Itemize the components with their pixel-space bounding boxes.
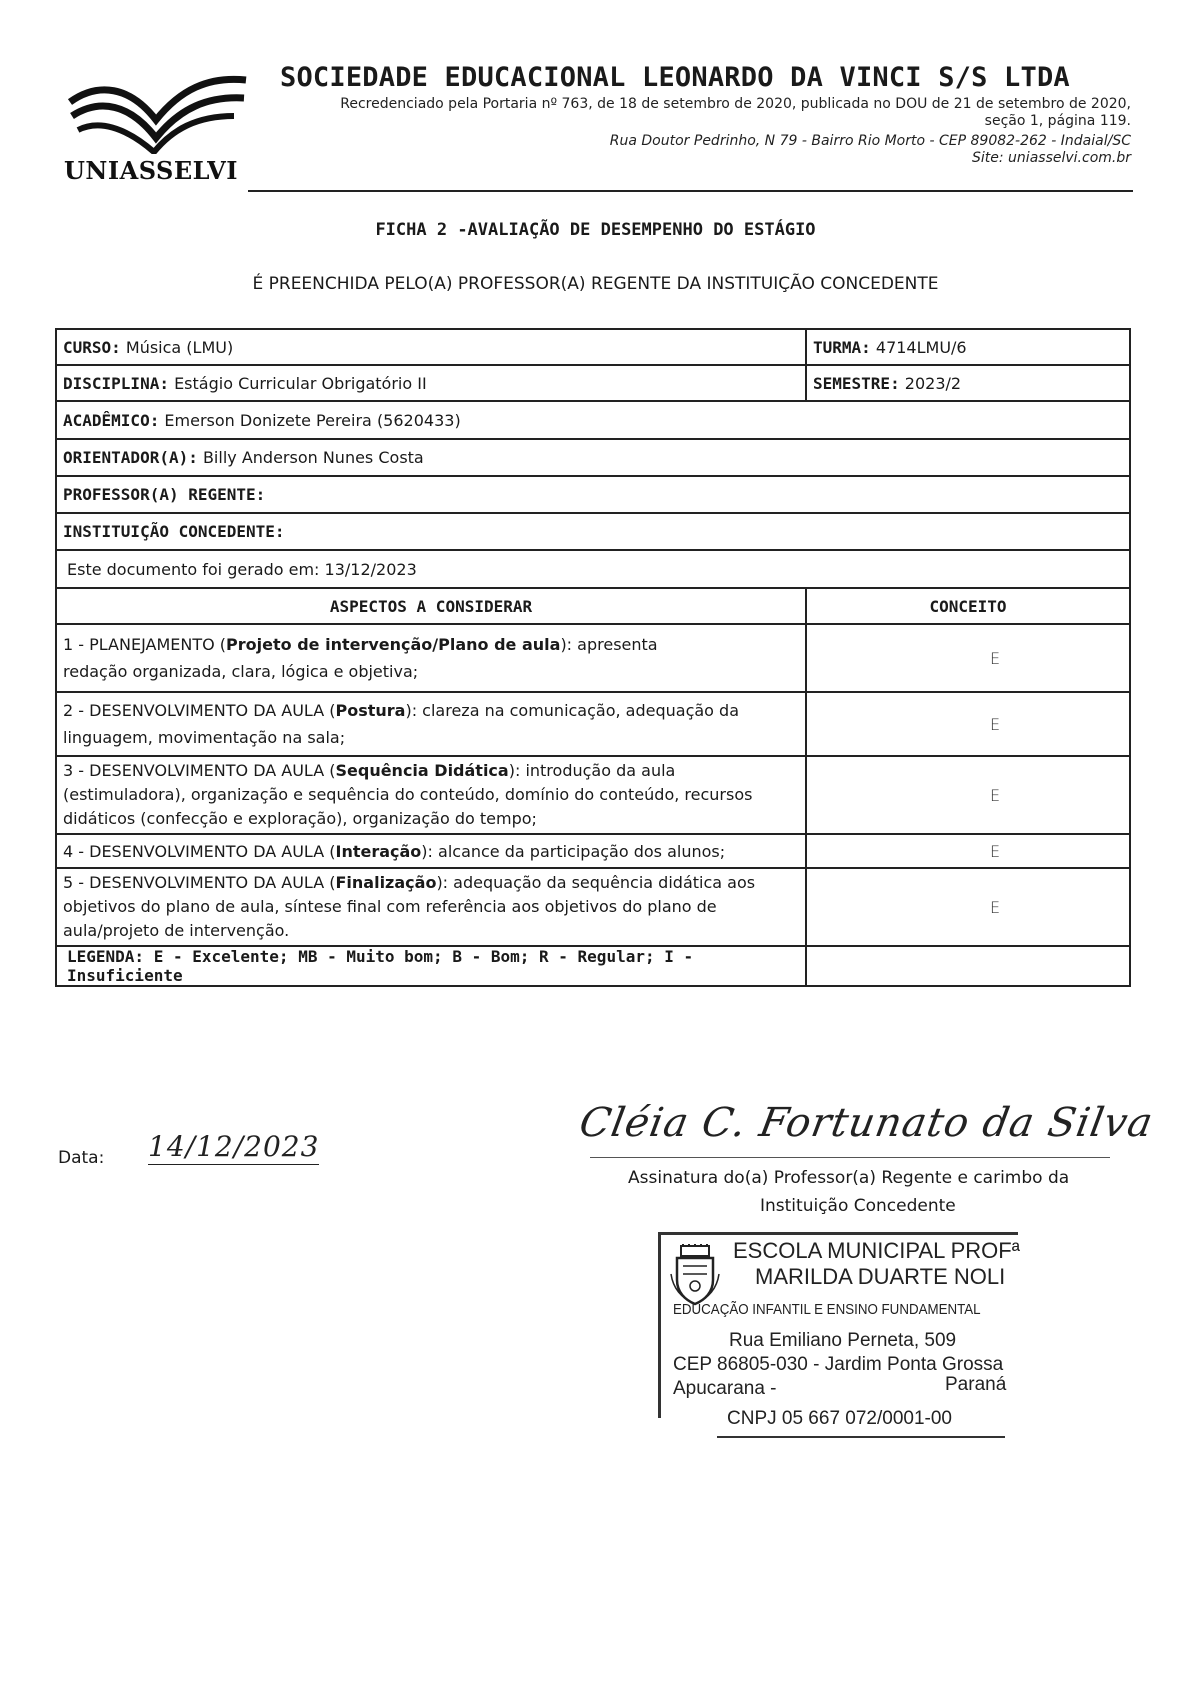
disciplina-row [56,365,1130,401]
aspect-prefix: 4 - DESENVOLVIMENTO DA AULA ( [63,841,336,861]
organization-site: Site: uniasselvi.com.br [972,150,1131,166]
header-divider [248,190,1133,192]
orientador-row [56,439,1130,476]
turma-cell [806,329,1130,365]
curso-value: Música (LMU) [125,337,234,357]
organization-address: Rua Doutor Pedrinho, N 79 - Bairro Rio Morto - CEP 89082-262 - Indaial/SC [609,133,1131,149]
accreditation-section: seção 1, página 119. [984,113,1131,129]
signature: Cléia C. Fortunato da Silva [575,1100,1157,1146]
aspect-desc-3: didáticos (confecção e exploração), organização do tempo; [63,809,537,828]
form-title: FICHA 2 -AVALIAÇÃO DE DESEMPENHO DO ESTÁGIO [375,220,816,240]
aspect-title: Postura [335,701,406,720]
stamp-border-top [658,1232,1018,1235]
generated-cell: Este documento foi gerado em: 13/12/2023 [56,550,1130,588]
aspect-grade: E [806,624,1130,692]
aspect-desc-2: objetivos do plano de aula, síntese final com referência aos objetivos do plano de [63,897,717,916]
aspect-grade: E [806,692,1130,756]
stamp-education-level: EDUCAÇÃO INFANTIL E ENSINO FUNDAMENTAL [673,1302,981,1318]
turma-label: TURMA: [813,337,871,357]
aspect-prefix: 1 - PLANEJAMENTO ( [63,635,227,654]
signature-caption-institution: Instituição Concedente [760,1196,956,1216]
aspect-desc: ): alcance da participação dos alunos; [421,841,726,861]
legend-empty-cell [806,946,1130,986]
aspect-prefix: 5 - DESENVOLVIMENTO DA AULA ( [63,873,336,892]
curso-row [56,329,1130,365]
aspect-grade: E [806,756,1130,834]
stamp-school-name: ESCOLA MUNICIPAL PROFª [733,1238,1020,1263]
instituicao-label: INSTITUIÇÃO CONCEDENTE: [63,522,285,541]
orientador-label: ORIENTADOR(A): [63,448,198,467]
logo-wings-icon [68,72,248,154]
aspect-text [56,692,806,756]
aspect-title: Interação [335,841,422,861]
stamp-street: Rua Emiliano Perneta, 509 [729,1330,957,1351]
school-stamp [655,1232,1027,1450]
stamp-border-left [658,1232,661,1418]
aspect-title: Sequência Didática [335,761,509,780]
concept-header: CONCEITO [806,588,1130,624]
aspect-desc-2: linguagem, movimentação na sala; [63,728,346,747]
aspects-header: ASPECTOS A CONSIDERAR [56,588,806,624]
uniasselvi-logo [62,72,252,190]
stamp-school-name-2: MARILDA DUARTE NOLI [755,1264,1006,1289]
date-value: 14/12/2023 [148,1130,320,1163]
aspect-row [56,834,1130,868]
coat-of-arms-icon [669,1244,721,1306]
disciplina-cell [56,365,806,401]
organization-name: SOCIEDADE EDUCACIONAL LEONARDO DA VINCI S/S LTDA [280,62,1070,93]
date-label: Data: [58,1148,105,1168]
aspect-title: Finalização [335,873,437,892]
professor-cell [56,476,1130,513]
semestre-value: 2023/2 [904,373,962,393]
stamp-border-bottom [717,1436,1005,1438]
table-header-row [56,588,1130,624]
accreditation-line: Recredenciado pela Portaria nº 763, de 18 de setembro de 2020, publicada no DOU de 21 de setembro de 2020, [340,96,1131,112]
orientador-cell [56,439,1130,476]
professor-row [56,476,1130,513]
signature-caption: Assinatura do(a) Professor(a) Regente e carimbo da [628,1168,1070,1188]
stamp-city: Apucarana - [673,1378,777,1399]
signature-line [590,1157,1110,1158]
form-subtitle: É PREENCHIDA PELO(A) PROFESSOR(A) REGENTE DA INSTITUIÇÃO CONCEDENTE [252,274,939,294]
legend-text: LEGENDA: E - Excelente; MB - Muito bom; B - Bom; R - Regular; I - Insuficiente [56,946,806,986]
aspect-grade: E [806,868,1130,946]
academico-cell [56,401,1130,439]
aspect-desc: ): introdução da aula [508,761,676,780]
professor-label: PROFESSOR(A) REGENTE: [63,485,266,504]
stamp-cep: CEP 86805-030 - Jardim Ponta Grossa [673,1354,1004,1375]
aspect-desc: ): adequação da sequência didática aos [436,873,756,892]
logo-text: UNIASSELVI [64,156,239,185]
academico-label: ACADÊMICO: [63,410,160,430]
semestre-cell [806,365,1130,401]
curso-cell [56,329,806,365]
aspect-row [56,868,1130,946]
aspect-row [56,692,1130,756]
academico-row [56,401,1130,439]
aspect-text [56,756,806,834]
evaluation-table [55,328,1131,987]
generated-row [56,550,1130,588]
stamp-cnpj: CNPJ 05 667 072/0001-00 [727,1408,952,1429]
aspect-text [56,624,806,692]
semestre-label: SEMESTRE: [813,373,900,393]
orientador-value: Billy Anderson Nunes Costa [202,448,424,467]
aspect-desc: ): apresenta [560,635,658,654]
aspect-row [56,756,1130,834]
aspect-row [56,624,1130,692]
aspect-desc-2: (estimuladora), organização e sequência do conteúdo, domínio do conteúdo, recursos [63,785,753,804]
instituicao-row [56,513,1130,550]
aspect-text [56,868,806,946]
aspect-text [56,834,806,868]
aspect-desc-3: aula/projeto de intervenção. [63,921,290,940]
aspect-desc-2: redação organizada, clara, lógica e objetiva; [63,662,419,681]
curso-label: CURSO: [63,337,121,357]
aspect-prefix: 3 - DESENVOLVIMENTO DA AULA ( [63,761,336,780]
disciplina-value: Estágio Curricular Obrigatório II [174,373,427,393]
aspect-grade: E [806,834,1130,868]
aspect-prefix: 2 - DESENVOLVIMENTO DA AULA ( [63,701,336,720]
academico-value: Emerson Donizete Pereira (5620433) [164,410,461,430]
turma-value: 4714LMU/6 [875,337,967,357]
instituicao-cell [56,513,1130,550]
stamp-state: Paraná [945,1374,1007,1395]
legend-row [56,946,1130,986]
aspect-desc: ): clareza na comunicação, adequação da [405,701,740,720]
aspect-title: Projeto de intervenção/Plano de aula [226,635,561,654]
disciplina-label: DISCIPLINA: [63,373,169,393]
